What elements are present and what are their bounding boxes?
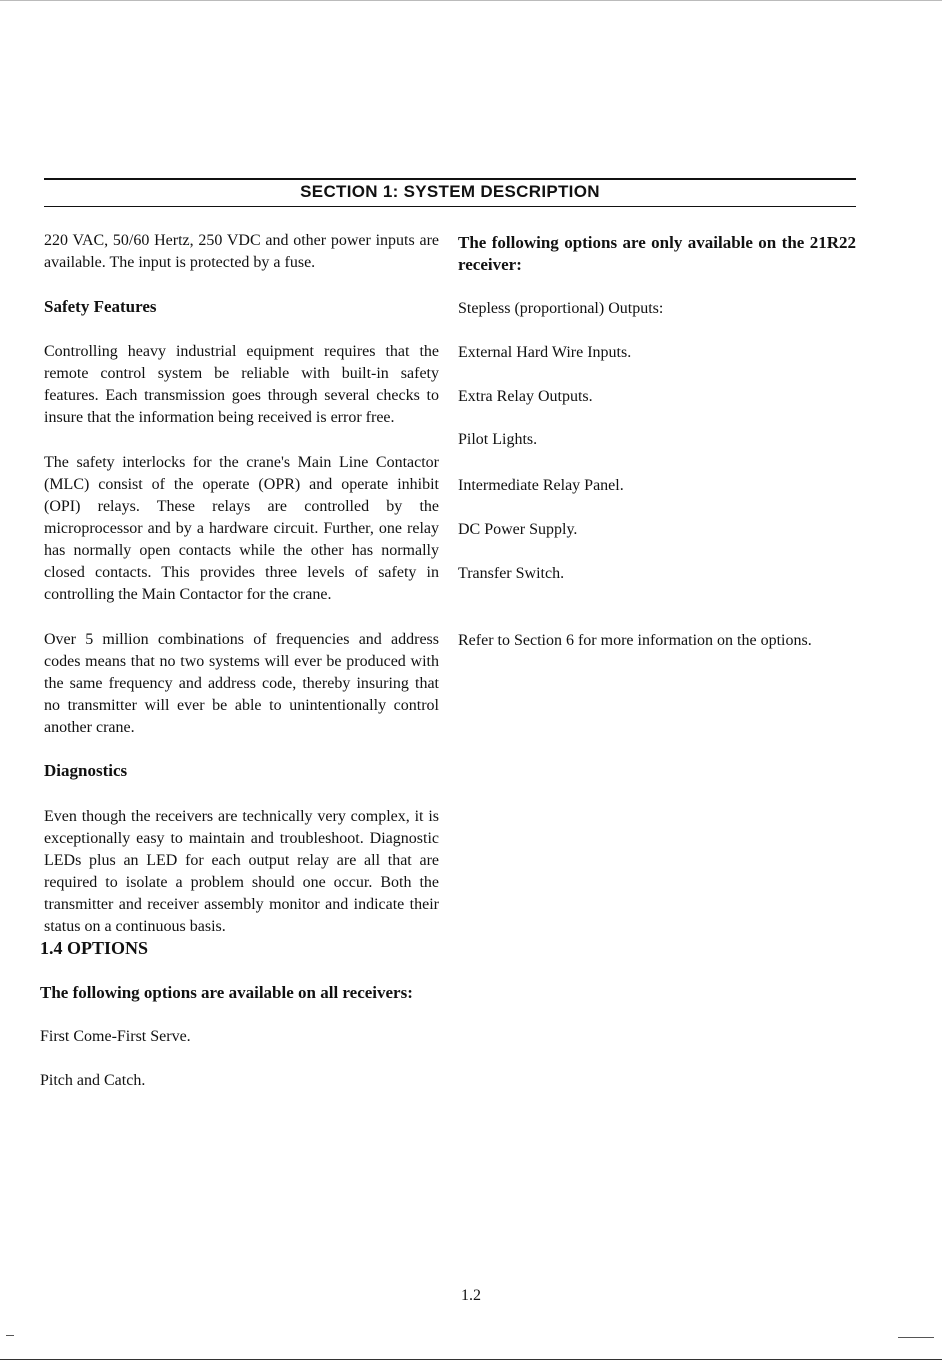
diagnostics-heading: Diagnostics bbox=[44, 761, 128, 780]
options-heading: 1.4 OPTIONS bbox=[40, 938, 149, 958]
page-number: 1.2 bbox=[461, 1287, 481, 1304]
option-item: DC Power Supply. bbox=[458, 521, 578, 538]
option-item: First Come-First Serve. bbox=[40, 1028, 191, 1045]
option-item: Intermediate Relay Panel. bbox=[458, 477, 624, 494]
option-item: Pitch and Catch. bbox=[40, 1072, 146, 1089]
header-rule-bottom bbox=[44, 206, 856, 207]
option-item: Pilot Lights. bbox=[458, 431, 538, 448]
option-item: External Hard Wire Inputs. bbox=[458, 344, 632, 361]
page-top-edge bbox=[0, 0, 942, 1]
header-rule-top bbox=[44, 178, 856, 180]
option-item: Extra Relay Outputs. bbox=[458, 388, 593, 405]
section-title: SECTION 1: SYSTEM DESCRIPTION bbox=[300, 182, 600, 201]
intro-paragraph: 220 VAC, 50/60 Hertz, 250 VDC and other power inputs are available. The input is protected by a fuse. bbox=[44, 232, 439, 271]
safety-paragraph-2: The safety interlocks for the crane's Main Line Contactor (MLC) consist of the operate (OPR) and operate inhibit (OPI) relays. These relays are controlled by the microprocessor and by a hardware circuit. Further, one relay has normally open contacts while the other has normally closed contacts. This provides three levels of safety in controlling the Main Contactor for the crane. bbox=[44, 454, 439, 603]
page-bottom-edge bbox=[0, 1359, 942, 1360]
option-item: Transfer Switch. bbox=[458, 565, 565, 582]
options-all-heading: The following options are available on all receivers: bbox=[40, 983, 413, 1002]
scan-mark bbox=[898, 1337, 934, 1338]
scan-mark bbox=[6, 1335, 14, 1336]
safety-paragraph-1: Controlling heavy industrial equipment requires that the remote control system be reliable with built-in safety features. Each transmission goes through several checks to insure that the information being received is error free. bbox=[44, 343, 439, 426]
safety-features-heading: Safety Features bbox=[44, 297, 157, 316]
options-21r22-heading: The following options are only available on the 21R22 receiver: bbox=[458, 233, 856, 274]
safety-paragraph-3: Over 5 million combinations of frequencies and address codes means that no two systems will ever be produced with the same frequency and address code, thereby insuring that no transmitter will ever be able to unintentionally control another crane. bbox=[44, 631, 439, 736]
diagnostics-paragraph: Even though the receivers are technically very complex, it is exceptionally easy to maintain and troubleshoot. Diagnostic LEDs plus an LED for each output relay are all that are required to isolate a problem should one occur. Both the transmitter and receiver assembly monitor and indicate their status on a continuous basis. bbox=[44, 808, 439, 935]
option-item: Stepless (proportional) Outputs: bbox=[458, 300, 664, 317]
refer-paragraph: Refer to Section 6 for more information on the options. bbox=[458, 632, 812, 649]
